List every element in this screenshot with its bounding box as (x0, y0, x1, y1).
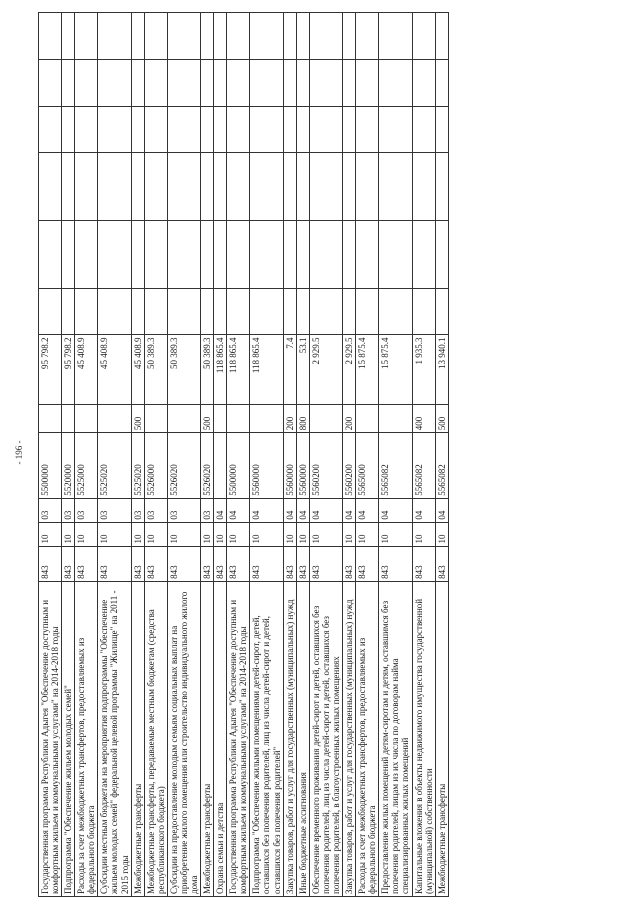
row-target-article-code: 5565082 (379, 433, 412, 499)
row-amount: 15 875.4 (379, 335, 412, 405)
empty-cell (379, 13, 412, 60)
row-expense-type-code (250, 405, 283, 433)
empty-cell (214, 106, 227, 153)
row-ved-code: 843 (131, 546, 144, 581)
row-ved-code: 843 (379, 546, 412, 581)
row-subsection-code: 03 (98, 498, 131, 522)
empty-cell (98, 153, 131, 221)
empty-cell (412, 59, 435, 106)
empty-cell (144, 59, 167, 106)
row-subsection-code: 04 (214, 498, 227, 522)
row-section-code: 10 (167, 522, 200, 546)
row-subsection-code: 04 (356, 498, 379, 522)
empty-cell (296, 288, 309, 335)
empty-cell (62, 153, 75, 221)
row-expense-type-code: 800 (296, 405, 309, 433)
row-section-code: 10 (412, 522, 435, 546)
empty-cell (412, 288, 435, 335)
empty-cell (379, 153, 412, 221)
row-section-code: 10 (356, 522, 379, 546)
empty-cell (343, 13, 356, 60)
empty-cell (283, 288, 296, 335)
empty-cell (214, 288, 227, 335)
row-name: Межбюджетные трансферты (131, 581, 144, 896)
empty-cell (296, 221, 309, 289)
row-expense-type-code (356, 405, 379, 433)
empty-cell (250, 13, 283, 60)
row-name: Расходы за счет межбюджетных трансфертов, предоставляемых из федерального бюджета (75, 581, 98, 896)
row-amount: 53.1 (296, 335, 309, 405)
row-subsection-code: 04 (412, 498, 435, 522)
empty-cell (62, 106, 75, 153)
table-row (356, 13, 379, 897)
row-ved-code: 843 (296, 546, 309, 581)
row-target-article-code: 5565000 (356, 433, 379, 499)
empty-cell (379, 288, 412, 335)
row-section-code: 10 (144, 522, 167, 546)
empty-cell (227, 221, 250, 289)
empty-cell (98, 106, 131, 153)
row-expense-type-code (167, 405, 200, 433)
table-row (167, 13, 200, 897)
row-ved-code: 843 (356, 546, 379, 581)
empty-cell (296, 13, 309, 60)
row-amount: 50 389.3 (144, 335, 167, 405)
empty-cell (75, 106, 98, 153)
row-target-article-code: 5526020 (167, 433, 200, 499)
empty-cell (167, 13, 200, 60)
empty-cell (131, 106, 144, 153)
row-name: Межбюджетные трансферты (201, 581, 214, 896)
empty-cell (75, 288, 98, 335)
row-ved-code: 843 (227, 546, 250, 581)
row-ved-code: 843 (309, 546, 342, 581)
empty-cell (201, 288, 214, 335)
empty-cell (39, 59, 62, 106)
empty-cell (144, 13, 167, 60)
empty-cell (75, 59, 98, 106)
row-amount: 13 940.1 (435, 335, 448, 405)
row-amount: 95 798.2 (62, 335, 75, 405)
empty-cell (131, 221, 144, 289)
row-amount: 45 408.9 (131, 335, 144, 405)
empty-cell (435, 288, 448, 335)
row-expense-type-code: 500 (435, 405, 448, 433)
row-expense-type-code: 400 (412, 405, 435, 433)
row-subsection-code: 04 (435, 498, 448, 522)
row-name: Субсидии местным бюджетам на мероприятия подпрограммы "Обеспечение жильем молодых семей" федеральной целевой программы "Жилище" на 2011 - 2015 годы (98, 581, 131, 896)
empty-cell (144, 221, 167, 289)
row-subsection-code: 03 (167, 498, 200, 522)
empty-cell (201, 13, 214, 60)
table-row (283, 13, 296, 897)
empty-cell (227, 288, 250, 335)
empty-cell (435, 13, 448, 60)
row-target-article-code: 5520000 (62, 433, 75, 499)
empty-cell (283, 153, 296, 221)
empty-cell (412, 13, 435, 60)
empty-cell (435, 153, 448, 221)
row-expense-type-code: 500 (201, 405, 214, 433)
row-amount: 45 408.9 (75, 335, 98, 405)
empty-cell (309, 13, 342, 60)
row-name: Подпрограмма "Обеспечение жильем молодых семей" (62, 581, 75, 896)
empty-cell (131, 59, 144, 106)
row-ved-code: 843 (435, 546, 448, 581)
empty-cell (379, 59, 412, 106)
row-name: Капитальные вложения в объекты недвижимого имущества государственной (муниципальной) собственности (412, 581, 435, 896)
empty-cell (283, 59, 296, 106)
empty-cell (250, 221, 283, 289)
row-section-code: 10 (75, 522, 98, 546)
table-row (214, 13, 227, 897)
row-amount: 118 865.4 (250, 335, 283, 405)
row-target-article-code: 5560200 (343, 433, 356, 499)
row-subsection-code: 03 (144, 498, 167, 522)
row-expense-type-code (98, 405, 131, 433)
empty-cell (131, 288, 144, 335)
row-target-article-code: 5525020 (98, 433, 131, 499)
row-name: Охрана семьи и детства (214, 581, 227, 896)
row-section-code: 10 (379, 522, 412, 546)
row-amount: 7.4 (283, 335, 296, 405)
row-section-code: 10 (227, 522, 250, 546)
row-section-code: 10 (201, 522, 214, 546)
empty-cell (39, 106, 62, 153)
empty-cell (62, 288, 75, 335)
row-expense-type-code (62, 405, 75, 433)
row-ved-code: 843 (98, 546, 131, 581)
row-subsection-code: 03 (62, 498, 75, 522)
empty-cell (214, 221, 227, 289)
empty-cell (75, 13, 98, 60)
table-row (435, 13, 448, 897)
empty-cell (62, 221, 75, 289)
row-target-article-code: 5525020 (131, 433, 144, 499)
row-expense-type-code: 200 (343, 405, 356, 433)
empty-cell (144, 288, 167, 335)
empty-cell (250, 153, 283, 221)
budget-table-body (39, 13, 449, 897)
row-section-code: 10 (435, 522, 448, 546)
row-subsection-code: 03 (131, 498, 144, 522)
row-amount: 2 929.5 (309, 335, 342, 405)
row-name: Закупка товаров, работ и услуг для государственных (муниципальных) нужд (343, 581, 356, 896)
row-name: Иные бюджетные ассигнования (296, 581, 309, 896)
empty-cell (201, 153, 214, 221)
row-ved-code: 843 (343, 546, 356, 581)
row-subsection-code: 03 (201, 498, 214, 522)
empty-cell (214, 13, 227, 60)
row-subsection-code: 03 (39, 498, 62, 522)
row-section-code: 10 (309, 522, 342, 546)
empty-cell (283, 13, 296, 60)
row-section-code: 10 (39, 522, 62, 546)
row-subsection-code: 03 (75, 498, 98, 522)
row-subsection-code: 04 (250, 498, 283, 522)
empty-cell (379, 106, 412, 153)
empty-cell (227, 13, 250, 60)
row-name: Государственная программа Республики Адыгея "Обеспечение доступным и комфортным жильем и коммунальными услугами" на 2014-2018 годы (39, 581, 62, 896)
row-expense-type-code (144, 405, 167, 433)
row-ved-code: 843 (62, 546, 75, 581)
row-target-article-code: 5500000 (39, 433, 62, 499)
row-expense-type-code: 200 (283, 405, 296, 433)
empty-cell (227, 59, 250, 106)
empty-cell (296, 153, 309, 221)
row-section-code: 10 (343, 522, 356, 546)
row-section-code: 10 (296, 522, 309, 546)
empty-cell (343, 288, 356, 335)
empty-cell (144, 106, 167, 153)
row-name: Государственная программа Республики Адыгея "Обеспечение доступным и комфортным жильем и коммунальными услугами" на 2014-2018 годы (227, 581, 250, 896)
empty-cell (356, 59, 379, 106)
empty-cell (250, 106, 283, 153)
empty-cell (309, 221, 342, 289)
empty-cell (309, 106, 342, 153)
empty-cell (412, 153, 435, 221)
empty-cell (201, 59, 214, 106)
empty-cell (62, 59, 75, 106)
table-row (144, 13, 167, 897)
empty-cell (167, 288, 200, 335)
empty-cell (296, 106, 309, 153)
empty-cell (343, 59, 356, 106)
budget-table (38, 12, 449, 897)
row-ved-code: 843 (283, 546, 296, 581)
empty-cell (283, 106, 296, 153)
empty-cell (309, 288, 342, 335)
empty-cell (435, 59, 448, 106)
row-ved-code: 843 (201, 546, 214, 581)
row-target-article-code: 5525000 (75, 433, 98, 499)
row-ved-code: 843 (167, 546, 200, 581)
row-target-article-code: 5560000 (283, 433, 296, 499)
row-name: Межбюджетные трансферты (435, 581, 448, 896)
row-subsection-code: 04 (283, 498, 296, 522)
row-name: Субсидии на предоставление молодым семьям социальных выплат на приобретение жилого помещения или строительство индивидуального жилого дома (167, 581, 200, 896)
table-row (343, 13, 356, 897)
row-expense-type-code (227, 405, 250, 433)
table-row (98, 13, 131, 897)
empty-cell (167, 59, 200, 106)
empty-cell (75, 153, 98, 221)
empty-cell (62, 13, 75, 60)
row-section-code: 10 (98, 522, 131, 546)
row-section-code: 10 (62, 522, 75, 546)
row-subsection-code: 04 (309, 498, 342, 522)
table-row (250, 13, 283, 897)
row-expense-type-code (75, 405, 98, 433)
empty-cell (356, 13, 379, 60)
empty-cell (144, 153, 167, 221)
row-name: Расходы за счет межбюджетных трансфертов, предоставляемых из федерального бюджета (356, 581, 379, 896)
row-target-article-code: 5560000 (296, 433, 309, 499)
row-section-code: 10 (250, 522, 283, 546)
empty-cell (201, 106, 214, 153)
row-ved-code: 843 (144, 546, 167, 581)
empty-cell (98, 221, 131, 289)
table-row (39, 13, 62, 897)
row-ved-code: 843 (214, 546, 227, 581)
empty-cell (214, 59, 227, 106)
row-name: Предоставление жилых помещений детям-сиротам и детям, оставшимся без попечения родителей, лицам из их числа по договорам найма специализированных жилых помещений (379, 581, 412, 896)
row-subsection-code: 04 (379, 498, 412, 522)
empty-cell (250, 59, 283, 106)
empty-cell (39, 288, 62, 335)
table-row (131, 13, 144, 897)
row-expense-type-code (309, 405, 342, 433)
empty-cell (39, 221, 62, 289)
table-row (227, 13, 250, 897)
row-section-code: 10 (283, 522, 296, 546)
row-target-article-code: 5526020 (201, 433, 214, 499)
empty-cell (283, 221, 296, 289)
row-name: Межбюджетные трансферты, передаваемые местным бюджетам (средства республиканского бюджета) (144, 581, 167, 896)
row-name: Обеспечение временного проживания детей-сирот и детей, оставшихся без попечения родителей, лиц из числа детей-сирот и детей, оставшихся без попечения родителей, в благоустроенных жилых помещениях (309, 581, 342, 896)
empty-cell (227, 106, 250, 153)
row-name: Закупка товаров, работ и услуг для государственных (муниципальных) нужд (283, 581, 296, 896)
row-amount: 2 929.5 (343, 335, 356, 405)
row-expense-type-code (379, 405, 412, 433)
row-amount: 118 865.4 (227, 335, 250, 405)
row-ved-code: 843 (75, 546, 98, 581)
row-amount: 15 875.4 (356, 335, 379, 405)
table-row (379, 13, 412, 897)
empty-cell (250, 288, 283, 335)
row-expense-type-code (39, 405, 62, 433)
row-amount: 50 389.3 (167, 335, 200, 405)
table-row (309, 13, 342, 897)
row-amount: 95 798.2 (39, 335, 62, 405)
row-ved-code: 843 (412, 546, 435, 581)
row-amount: 50 389.3 (201, 335, 214, 405)
table-row (201, 13, 214, 897)
row-expense-type-code: 500 (131, 405, 144, 433)
empty-cell (356, 221, 379, 289)
empty-cell (356, 153, 379, 221)
row-amount: 1 935.3 (412, 335, 435, 405)
row-target-article-code: 5500000 (227, 433, 250, 499)
empty-cell (309, 153, 342, 221)
row-target-article-code (214, 433, 227, 499)
empty-cell (39, 13, 62, 60)
row-section-code: 10 (214, 522, 227, 546)
row-subsection-code: 04 (296, 498, 309, 522)
empty-cell (296, 59, 309, 106)
row-amount: 118 865.4 (214, 335, 227, 405)
row-target-article-code: 5565082 (412, 433, 435, 499)
empty-cell (343, 153, 356, 221)
empty-cell (98, 288, 131, 335)
table-row (296, 13, 309, 897)
table-row (412, 13, 435, 897)
page-number: - 196 - (14, 440, 24, 465)
empty-cell (201, 221, 214, 289)
empty-cell (343, 106, 356, 153)
empty-cell (75, 221, 98, 289)
empty-cell (167, 106, 200, 153)
row-name: Подпрограмма "Обеспечение жилыми помещениями детей-сирот, детей, оставшихся без попечения родителей, лиц из числа детей-сирот и детей, оставшихся без попечения родителей" (250, 581, 283, 896)
empty-cell (167, 221, 200, 289)
row-target-article-code: 5526000 (144, 433, 167, 499)
row-ved-code: 843 (39, 546, 62, 581)
row-target-article-code: 5560200 (309, 433, 342, 499)
table-row (62, 13, 75, 897)
empty-cell (412, 221, 435, 289)
empty-cell (412, 106, 435, 153)
empty-cell (343, 221, 356, 289)
empty-cell (167, 153, 200, 221)
row-expense-type-code (214, 405, 227, 433)
row-amount: 45 408.9 (98, 335, 131, 405)
empty-cell (227, 153, 250, 221)
table-row (75, 13, 98, 897)
empty-cell (435, 221, 448, 289)
empty-cell (131, 153, 144, 221)
empty-cell (356, 106, 379, 153)
empty-cell (214, 153, 227, 221)
row-subsection-code: 04 (343, 498, 356, 522)
empty-cell (98, 13, 131, 60)
empty-cell (356, 288, 379, 335)
row-target-article-code: 5560000 (250, 433, 283, 499)
row-section-code: 10 (131, 522, 144, 546)
empty-cell (435, 106, 448, 153)
empty-cell (309, 59, 342, 106)
row-subsection-code: 04 (227, 498, 250, 522)
empty-cell (98, 59, 131, 106)
empty-cell (379, 221, 412, 289)
empty-cell (39, 153, 62, 221)
empty-cell (131, 13, 144, 60)
row-ved-code: 843 (250, 546, 283, 581)
row-target-article-code: 5565082 (435, 433, 448, 499)
